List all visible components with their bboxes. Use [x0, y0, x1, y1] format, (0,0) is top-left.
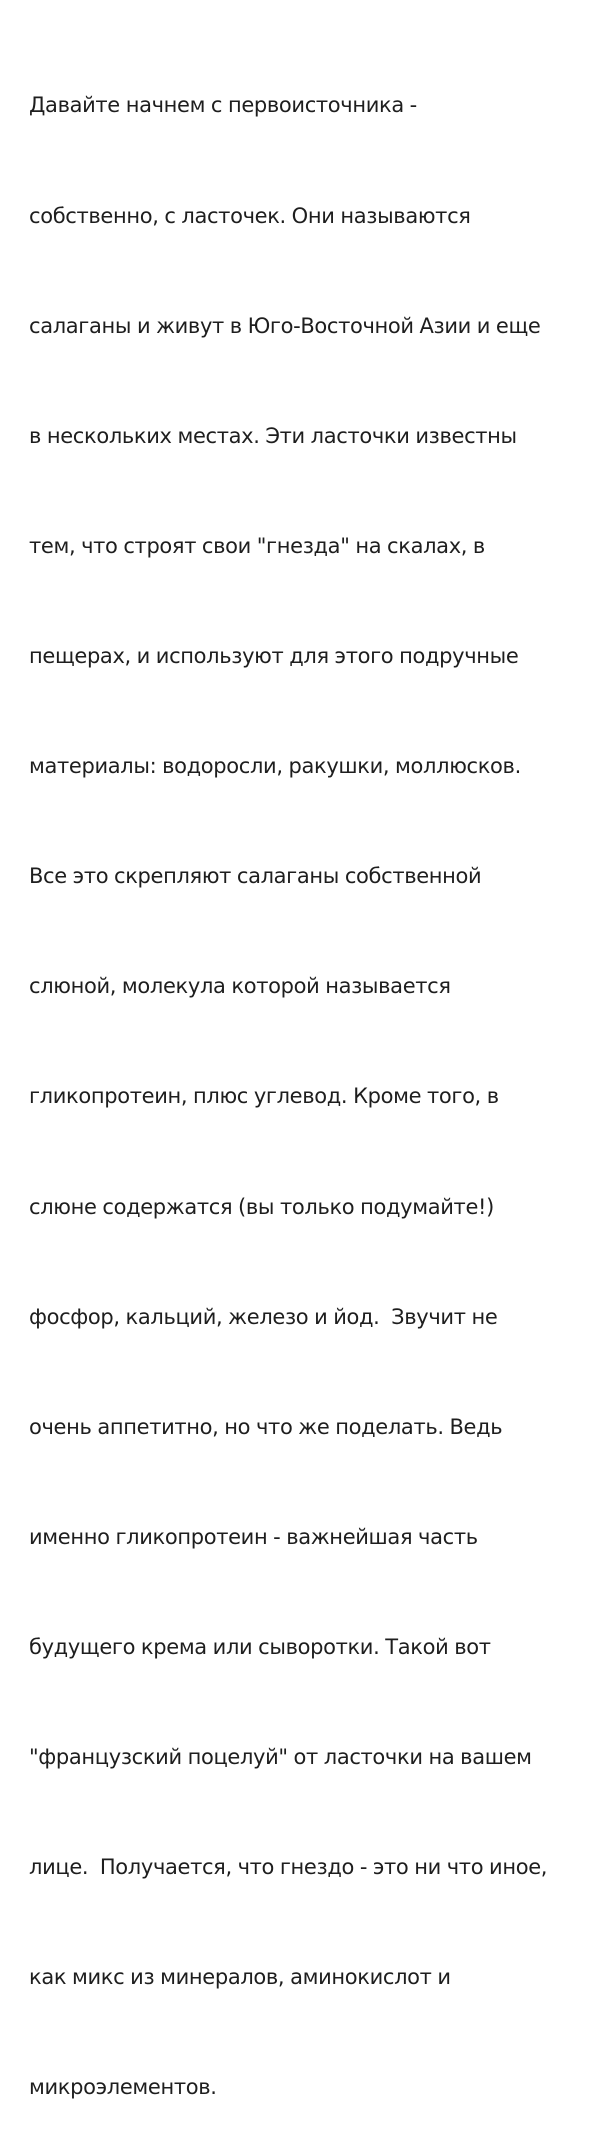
article-line: слюне содержатся (вы только подумайте!) — [29, 1194, 494, 1219]
article-line: собственно, с ласточек. Они называются — [29, 203, 471, 228]
article-line: гликопротеин, плюс углевод. Кроме того, в — [29, 1084, 499, 1109]
article-text — [29, 14, 589, 2143]
article-line: Все это скрепляют салаганы собственной — [29, 864, 482, 889]
article-line: именно гликопротеин - важнейшая часть — [29, 1524, 478, 1549]
article-line: лице. Получается, что гнездо - это ни что иное, — [29, 1855, 548, 1880]
article-line: микроэлементов. — [29, 2075, 217, 2100]
article-line: в нескольких местах. Эти ласточки известны — [29, 423, 517, 448]
article-line: салаганы и живут в Юго-Восточной Азии и еще — [29, 313, 541, 338]
article-line: как микс из минералов, аминокислот и — [29, 1965, 451, 1990]
article-line: "французский поцелуй" от ласточки на вашем — [29, 1745, 532, 1770]
article-line: фосфор, кальций, железо и йод. Звучит не — [29, 1304, 498, 1329]
article-line: пещерах, и используют для этого подручные — [29, 643, 519, 668]
article-line: материалы: водоросли, ракушки, моллюсков. — [29, 754, 521, 779]
article-line: очень аппетитно, но что же поделать. Ведь — [29, 1414, 503, 1439]
article-line: слюной, молекула которой называется — [29, 974, 451, 999]
article-line: тем, что строят свои "гнезда" на скалах, в — [29, 533, 485, 558]
article-line: будущего крема или сыворотки. Такой вот — [29, 1634, 491, 1659]
article-line: Давайте начнем с первоисточника - — [29, 93, 417, 118]
